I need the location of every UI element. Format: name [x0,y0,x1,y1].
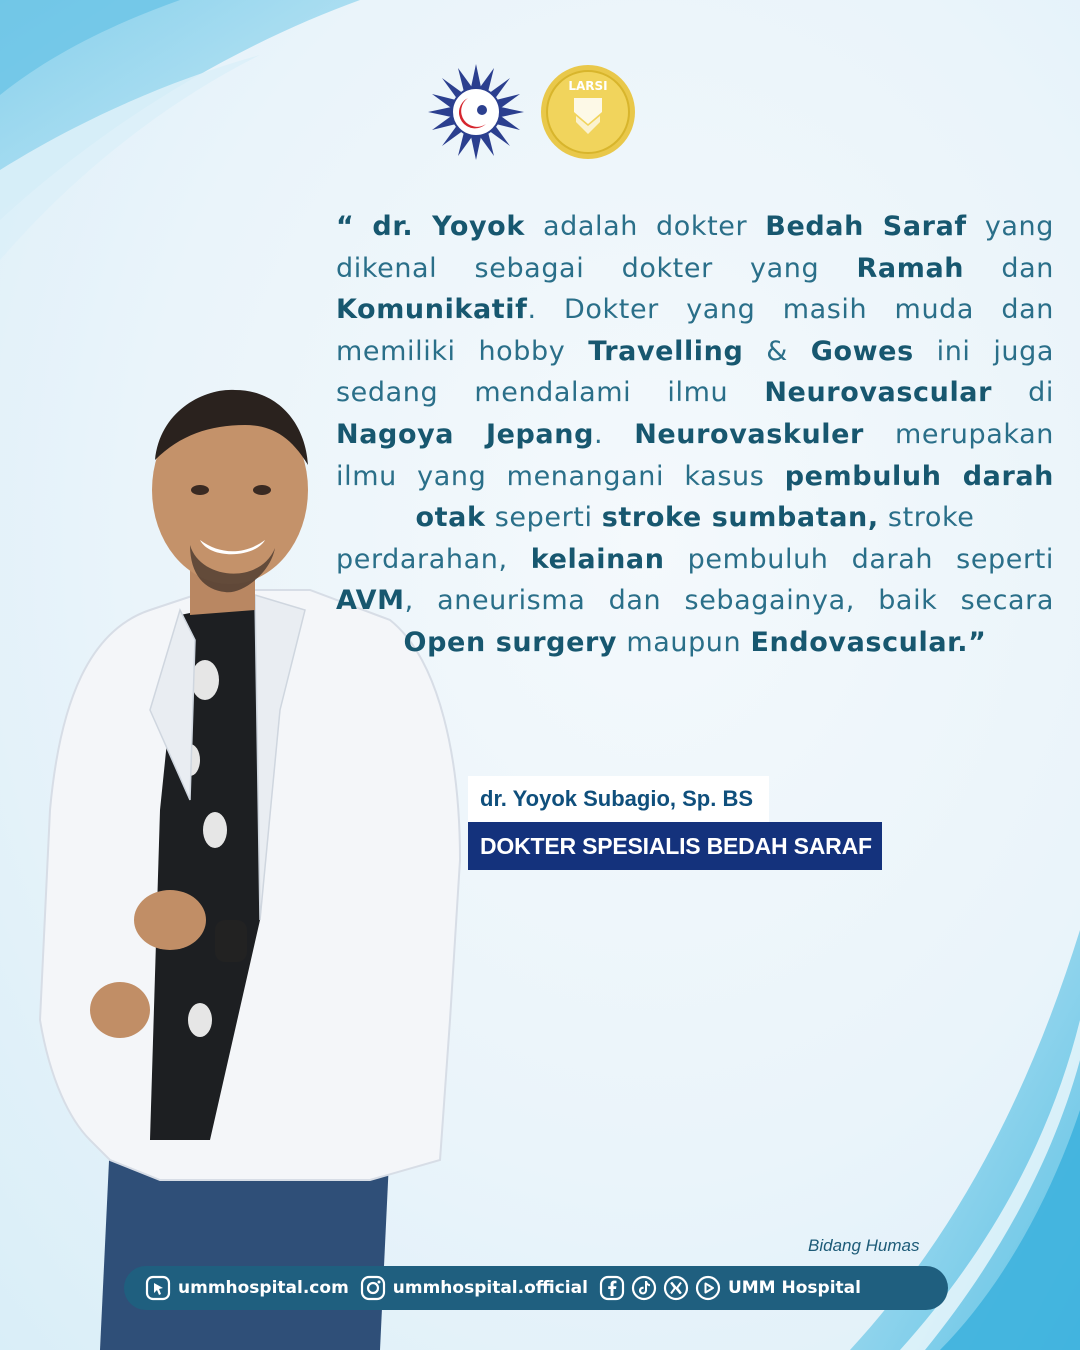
quote-line-7: ilmu yang menangani kasus pembuluh darah [336,460,1055,492]
website-cursor-icon[interactable] [144,1274,172,1302]
quote-line-8: otak seperti stroke sumbatan, stroke [415,502,975,534]
larsi-badge [541,65,635,159]
social-name-link[interactable]: UMM Hospital [727,1278,861,1298]
tiktok-icon[interactable] [630,1274,658,1302]
x-icon[interactable] [662,1274,690,1302]
facebook-icon[interactable] [598,1274,626,1302]
instagram-link[interactable]: ummhospital.official [392,1278,588,1298]
quote-line-9: perdarahan, kelainan pembuluh darah seperti [336,543,1054,575]
doctor-quote [336,206,1054,664]
doctor-title: DOKTER SPESIALIS BEDAH SARAF [468,822,882,870]
quote-line-1: “ dr. Yoyok adalah dokter Bedah Saraf yang [336,211,1055,242]
svg-text:LARSI: LARSI [568,79,608,93]
quote-line-3: Komunikatif. Dokter yang masih muda dan [336,294,1054,326]
social-footer-bar [124,1266,948,1310]
website-link[interactable]: ummhospital.com [178,1278,349,1298]
quote-line-4: memiliki hobby Travelling & Gowes ini juga [336,335,1055,367]
quote-line-2: dikenal sebagai dokter yang Ramah dan [336,252,1054,284]
credit-label: Bidang Humas [808,1236,920,1255]
quote-line-11: Open surgery maupun Endovascular.” [403,626,987,658]
rsu-umm-logo [428,64,524,160]
quote-line-6: Nagoya Jepang. Neurovaskuler merupakan [336,418,1054,450]
quote-line-10: AVM, aneurisma dan sebagainya, baik secara [336,585,1054,617]
instagram-icon[interactable] [359,1274,387,1302]
doctor-name: dr. Yoyok Subagio, Sp. BS [468,776,769,822]
quote-line-5: sedang mendalami ilmu Neurovascular di [336,377,1055,409]
hospital-logos [428,62,638,166]
youtube-icon[interactable] [694,1274,722,1302]
